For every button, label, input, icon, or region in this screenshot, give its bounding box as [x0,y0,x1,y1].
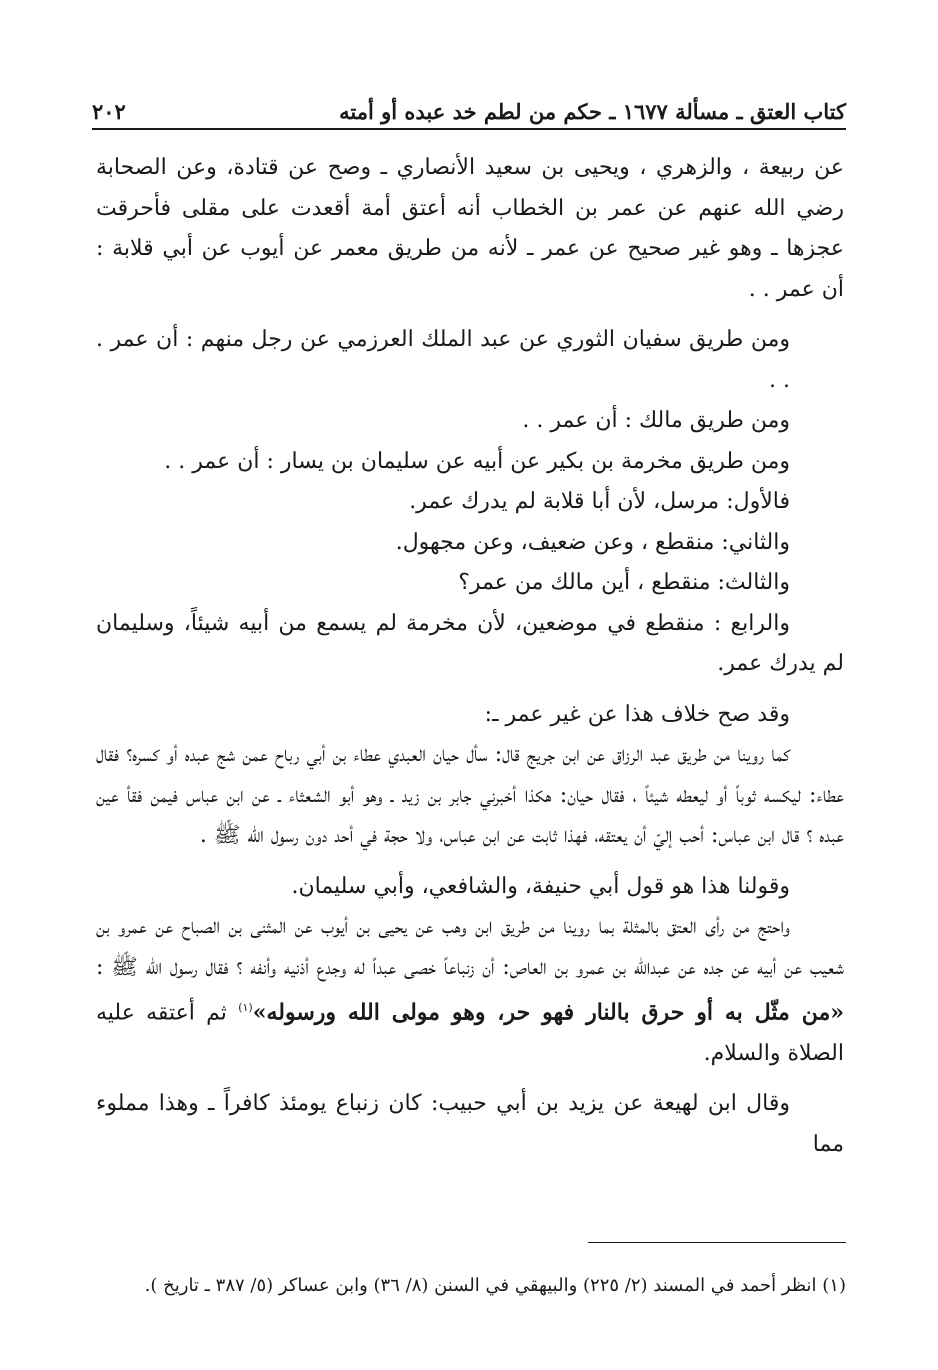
paragraph: كما روينا من طريق عبد الرزاق عن ابن جريج قال: سأل حيان العبدي عطاء بن أبي رباح عمن شج عبده أو كسره؟ فقال عطاء: ليكسه ثوباً أو ليعطه شيئاً ، فقال حيان: هكذا أخبرني جابر بن زيد ـ وهو أبو الشعثاء ـ عن ابن عباس فيمن فقأ عين عبده ؟ قال ابن عباس: أحب إليّ أن يعتقه، فهذا ثابت عن ابن عباس، ولا حجة في أحد دون رسول الله ﷺ . [96,742,844,848]
paragraph: ومن طريق سفيان الثوري عن عبد الملك العرزمي عن رجل منهم : أن عمر . . . [96,327,790,393]
paragraph: وقد صح خلاف هذا عن غير عمر ـ: [484,701,790,727]
hadith-paragraph [96,907,844,1074]
hadith-quote: «من مثّل به أو حرق بالنار فهو حر، وهو مولى الله ورسوله» [252,999,845,1026]
footnote-rule [588,1242,846,1243]
page-header [92,88,846,124]
paragraph: وقولنا هذا هو قول أبي حنيفة، والشافعي، وأبي سليمان. [291,873,790,899]
hadith-outro: ثم أعتقه عليه الصلاة والسلام. [96,1000,844,1066]
page-number: ٢٠٢ [92,99,126,124]
paragraph: والرابع : منقطع في موضعين، لأن مخرمة لم يسمع من أبيه شيئاً، وسليمان لم يدرك عمر. [96,610,844,676]
main-text [96,148,844,1165]
paragraph: ومن طريق مخرمة بن بكير عن أبيه عن سليمان بن يسار : أن عمر . . [164,448,790,474]
running-title: كتاب العتق ـ مسألة ١٦٧٧ ـ حكم من لطم خد عبده أو أمته [339,99,846,124]
paragraph: والثاني: منقطع ، وعن ضعيف، وعن مجهول. [395,529,790,555]
footnote: (١) انظر أحمد في المسند (٢/ ٢٢٥) والبيهقي في السنن (٨/ ٣٦) وابن عساكر (٥/ ٣٨٧ ـ تاريخ ). [144,1275,846,1296]
footnote-ref: (١) [238,1001,253,1014]
header-rule [92,128,846,130]
paragraph: والثالث: منقطع ، أين مالك من عمر؟ [458,570,790,595]
paragraph: وقال ابن لهيعة عن يزيد بن أبي حبيب: كان زنباع يومئذ كافراً ـ وهذا مملوء مما [96,1091,844,1157]
paragraph: عن ربيعة ، والزهري ، ويحيى بن سعيد الأنصاري ـ وصح عن قتادة، وعن الصحابة رضي الله عنهم عن عمر بن الخطاب أنه أعتق أمة أقعدت على مقلى فأحرقت عجزها ـ وهو غير صحيح عن عمر ـ لأنه من طريق معمر عن أيوب عن أبي قلابة : أن عمر . . [96,155,844,302]
paragraph: فالأول: مرسل، لأن أبا قلابة لم يدرك عمر. [409,489,790,514]
hadith-intro: واحتج من رأى العتق بالمثلة بما روينا من طريق ابن وهب عن يحيى بن أيوب عن المثنى بن الصباح عن عمرو بن شعيب عن أبيه عن جده عن عبدالله بن عمرو بن العاص: أن زنباعاً خصى عبداً له وجدع أذنيه وأنفه ؟ فقال رسول الله ﷺ : [96,914,844,980]
paragraph: ومن طريق مالك : أن عمر . . [522,408,790,433]
